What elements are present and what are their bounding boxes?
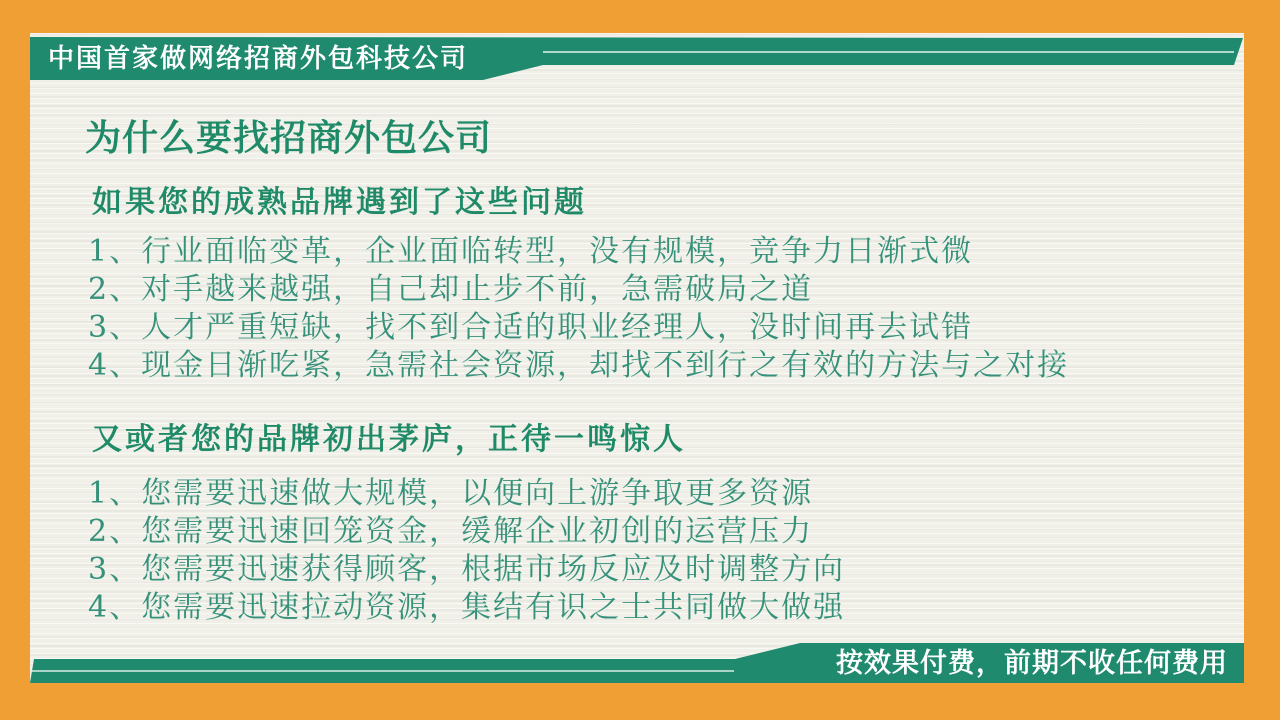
- list-item: 4、现金日渐吃紧，急需社会资源，却找不到行之有效的方法与之对接: [88, 348, 1070, 383]
- section2-list: [88, 475, 845, 627]
- list-item: 3、您需要迅速获得顾客，根据市场反应及时调整方向: [88, 552, 846, 587]
- footer-ribbon-accent-line: [32, 670, 734, 672]
- footer-ribbon-text: 按效果付费，前期不收任何费用: [836, 648, 1228, 678]
- list-item: 4、您需要迅速拉动资源，集结有识之士共同做大做强: [88, 590, 846, 625]
- content-panel: [30, 33, 1244, 683]
- section1-list: [88, 233, 1069, 385]
- slide-title: 为什么要找招商外包公司: [85, 117, 493, 158]
- header-ribbon-accent-line: [543, 51, 1234, 53]
- section2-heading: 又或者您的品牌初出茅庐，正待一鸣惊人: [92, 423, 686, 456]
- list-item: 2、您需要迅速回笼资金，缓解企业初创的运营压力: [88, 514, 814, 549]
- list-item: 2、对手越来越强，自己却止步不前，急需破局之道: [88, 272, 814, 307]
- section1-heading: 如果您的成熟品牌遇到了这些问题: [92, 186, 587, 219]
- list-item: 3、人才严重短缺，找不到合适的职业经理人，没时间再去试错: [88, 310, 974, 345]
- list-item: 1、行业面临变革，企业面临转型，没有规模，竞争力日渐式微: [88, 234, 974, 269]
- list-item: 1、您需要迅速做大规模，以便向上游争取更多资源: [88, 476, 814, 511]
- header-ribbon-text: 中国首家做网络招商外包科技公司: [48, 43, 469, 73]
